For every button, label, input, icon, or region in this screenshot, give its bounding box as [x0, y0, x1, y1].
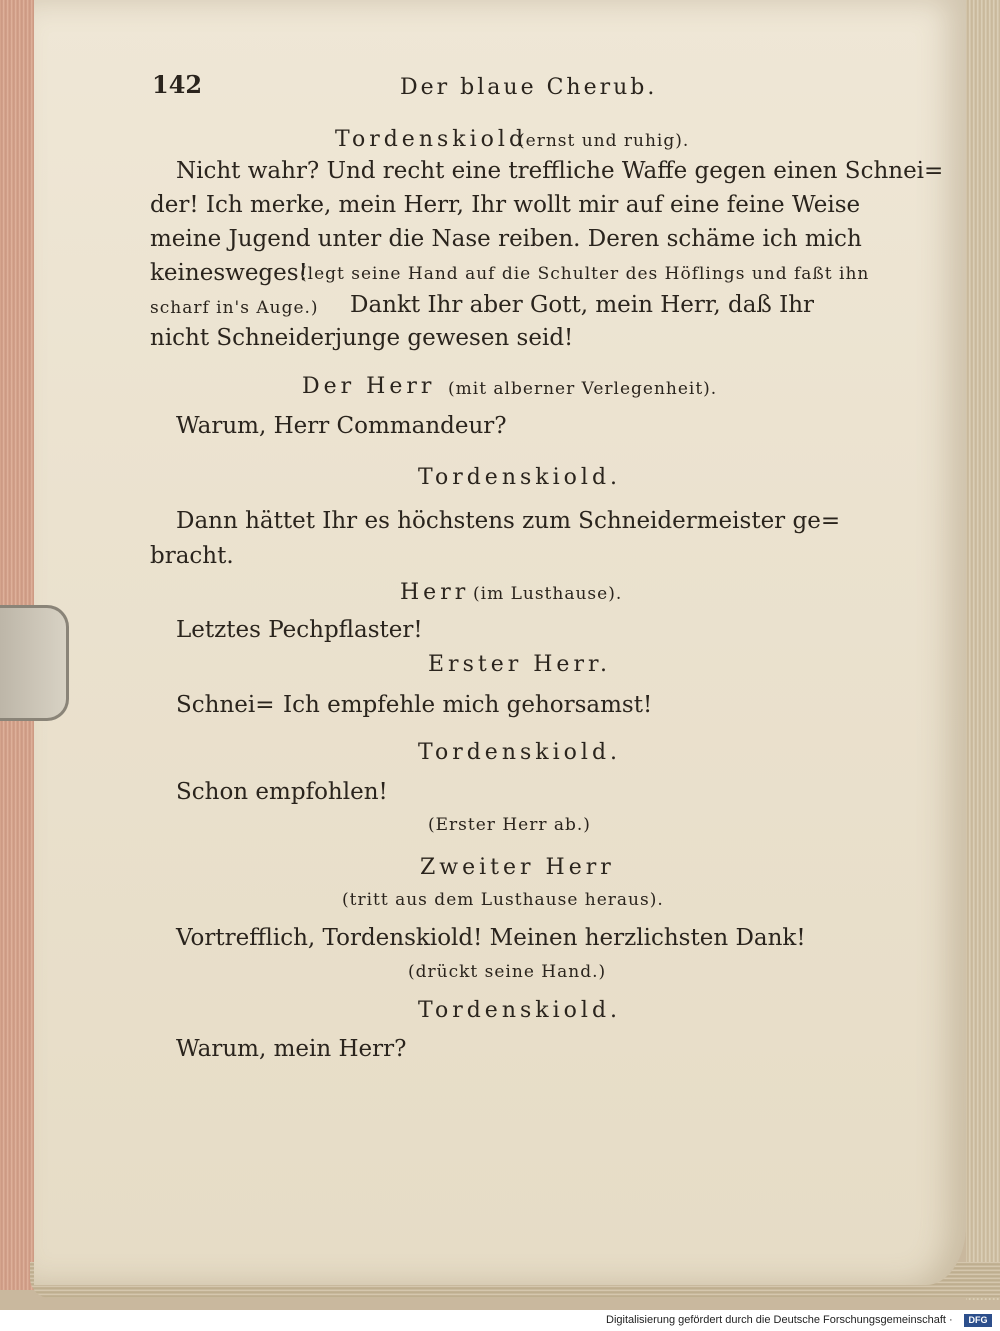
- funding-credit: Digitalisierung gefördert durch die Deutsche Forschungsgemeinschaft ·: [606, 1314, 953, 1326]
- dialogue-line: Dann hättet Ihr es höchstens zum Schneidermeister ge=: [176, 508, 841, 534]
- bookmark-ribbon: [0, 605, 69, 721]
- running-head: Der blaue Cherub.: [400, 75, 658, 100]
- dfg-logo: DFG: [964, 1314, 992, 1327]
- speaker-name: Tordenskiold.: [418, 740, 622, 765]
- stage-direction: (tritt aus dem Lusthause heraus).: [342, 890, 664, 910]
- dialogue-line: nicht Schneiderjunge gewesen seid!: [150, 325, 574, 351]
- right-page-edges: [966, 0, 1000, 1300]
- speaker-name: Erster Herr.: [428, 652, 612, 677]
- dialogue-line: der! Ich merke, mein Herr, Ihr wollt mir auf eine feine Weise: [150, 192, 861, 218]
- speaker-name: Zweiter Herr: [420, 855, 615, 880]
- dialogue-line: Letztes Pechpflaster!: [176, 617, 423, 643]
- stage-direction: (legt seine Hand auf die Schulter des Höflings und faßt ihn: [300, 264, 870, 284]
- dialogue-line: Vortrefflich, Tordenskiold! Meinen herzlichsten Dank!: [176, 925, 806, 951]
- stage-direction: (mit alberner Verlegenheit).: [448, 379, 718, 399]
- dialogue-line: Nicht wahr? Und recht eine treffliche Waffe gegen einen Schnei=: [176, 158, 944, 184]
- dialogue-line: Ich empfehle mich gehorsamst!: [283, 692, 653, 718]
- page-number: 142: [152, 70, 203, 99]
- stage-direction: scharf in's Auge.): [150, 298, 319, 318]
- dialogue-line: keinesweges!: [150, 260, 308, 286]
- stage-direction: (Erster Herr ab.): [428, 815, 591, 835]
- dialogue-line: meine Jugend unter die Nase reiben. Deren schäme ich mich: [150, 226, 862, 252]
- stage-direction: (ernst und ruhig).: [518, 131, 690, 151]
- dialogue-line: bracht.: [150, 543, 234, 569]
- dialogue-line: Schnei=: [176, 692, 275, 718]
- stage-direction: (drückt seine Hand.): [408, 962, 607, 982]
- dialogue-line: Schon empfohlen!: [176, 779, 388, 805]
- dialogue-line: Warum, Herr Commandeur?: [176, 413, 507, 439]
- stage-direction: (im Lusthause).: [473, 584, 623, 604]
- dialogue-line: Dankt Ihr aber Gott, mein Herr, daß Ihr: [350, 292, 814, 318]
- speaker-name: Tordenskiold: [335, 127, 528, 152]
- speaker-name: Der Herr: [302, 374, 436, 399]
- speaker-name: Tordenskiold.: [418, 998, 622, 1023]
- dialogue-line: Warum, mein Herr?: [176, 1036, 407, 1062]
- speaker-name: Tordenskiold.: [418, 465, 622, 490]
- speaker-name: Herr: [400, 580, 470, 605]
